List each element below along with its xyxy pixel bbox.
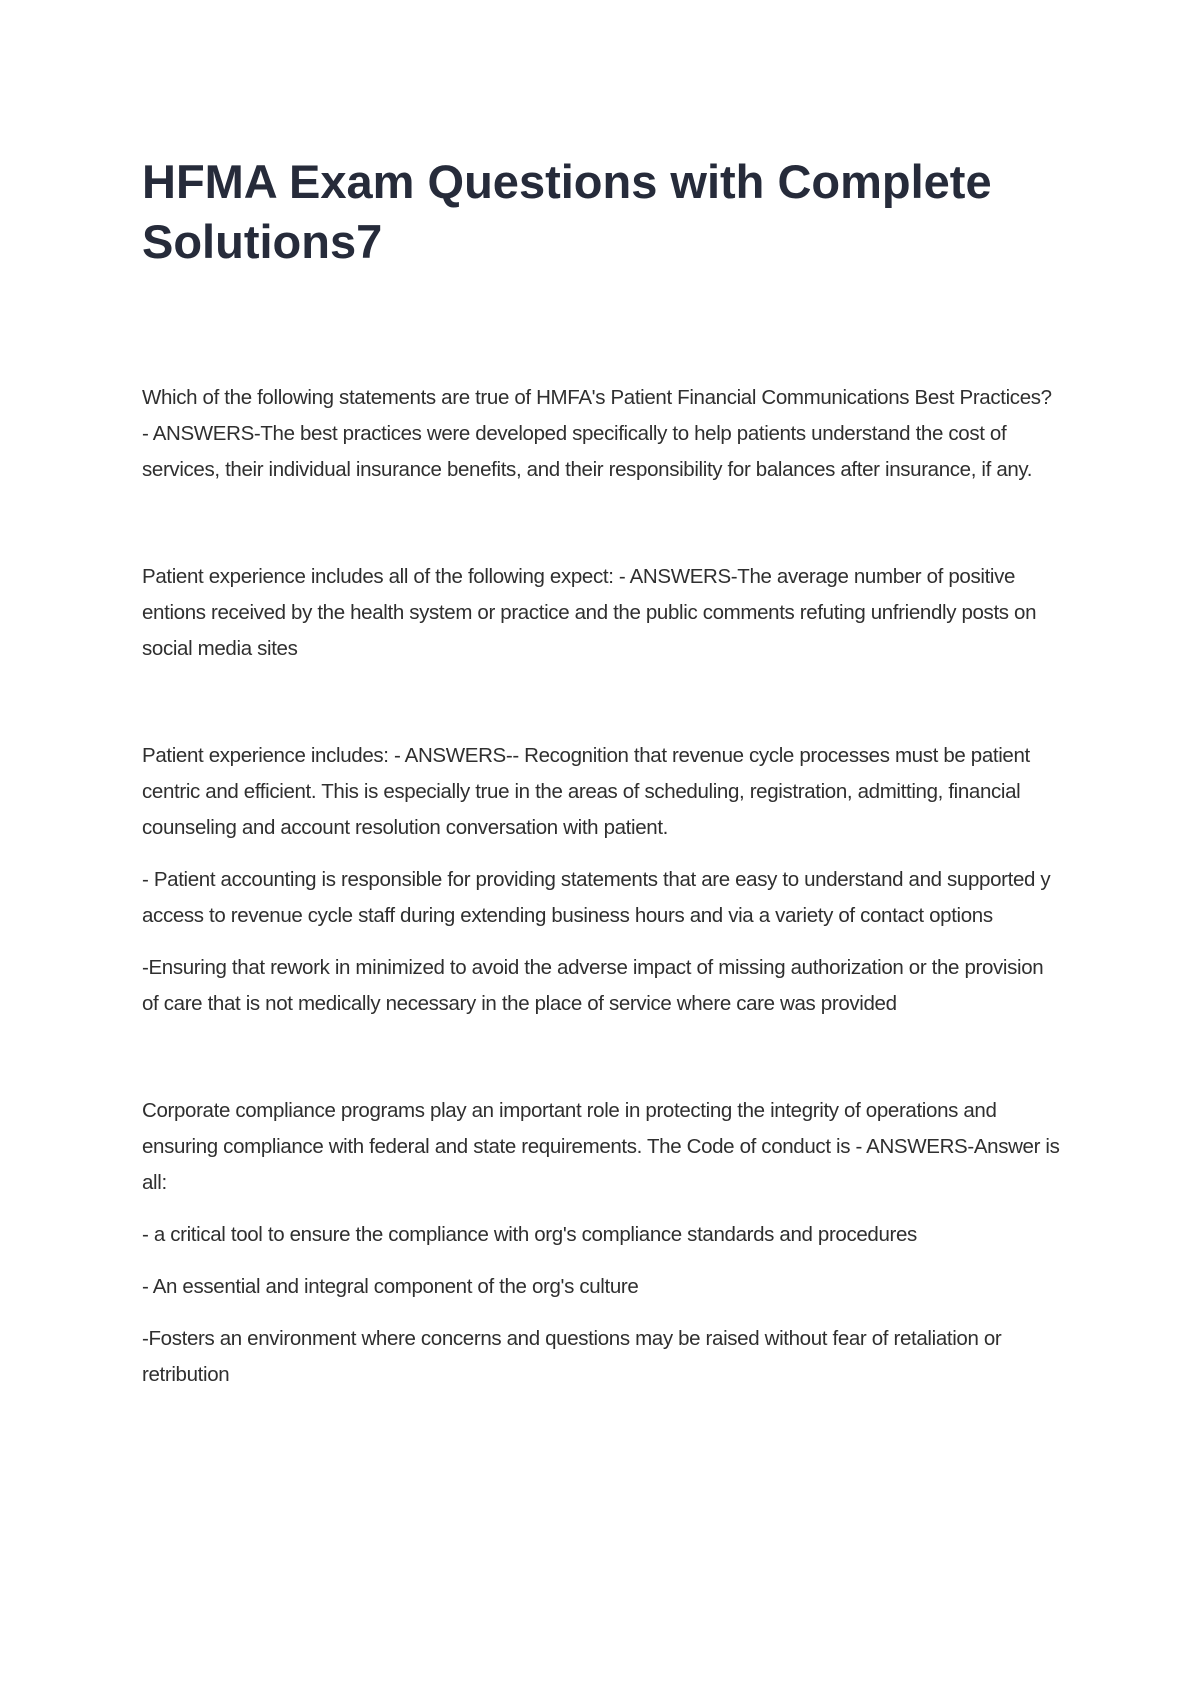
question-answer-text: Corporate compliance programs play an important role in protecting the integrity of operations and ensuring compliance with federal and state requirements. The Code of conduct is - ANSWERS-Answer is all: bbox=[142, 1099, 1060, 1194]
answer-bullet: - a critical tool to ensure the compliance with org's compliance standards and procedures bbox=[142, 1223, 917, 1246]
question-answer-text: Patient experience includes: - ANSWERS-- Recognition that revenue cycle processes must be patient centric and efficient. This is especially true in the areas of scheduling, registration, admitting, financial counseling and account resolution conversation with patient. bbox=[142, 744, 1030, 839]
document-title: HFMA Exam Questions with Complete Solutions7 bbox=[142, 155, 992, 268]
question-answer-block bbox=[142, 1093, 1062, 1393]
answer-bullet: - An essential and integral component of the org's culture bbox=[142, 1275, 639, 1298]
question-answer-block bbox=[142, 559, 1062, 667]
question-answer-block bbox=[142, 738, 1062, 1022]
answer-bullet: - Patient accounting is responsible for providing statements that are easy to understand and supported y access to revenue cycle staff during extending business hours and via a variety of contact options bbox=[142, 868, 1051, 927]
answer-bullet: -Fosters an environment where concerns and questions may be raised without fear of retaliation or retribution bbox=[142, 1327, 1002, 1386]
answer-bullet: -Ensuring that rework in minimized to avoid the adverse impact of missing authorization or the provision of care that is not medically necessary in the place of service where care was provided bbox=[142, 956, 1044, 1015]
question-answer-text: Which of the following statements are true of HMFA's Patient Financial Communications Best Practices? - ANSWERS-The best practices were developed specifically to help patients understand the cost of services, their individual insurance benefits, and their responsibility for balances after insurance, if any. bbox=[142, 386, 1052, 481]
question-answer-block bbox=[142, 380, 1062, 488]
document-body bbox=[142, 380, 1062, 1393]
question-answer-text: Patient experience includes all of the following expect: - ANSWERS-The average number of positive entions received by the health system or practice and the public comments refuting unfriendly posts on social media sites bbox=[142, 565, 1037, 660]
